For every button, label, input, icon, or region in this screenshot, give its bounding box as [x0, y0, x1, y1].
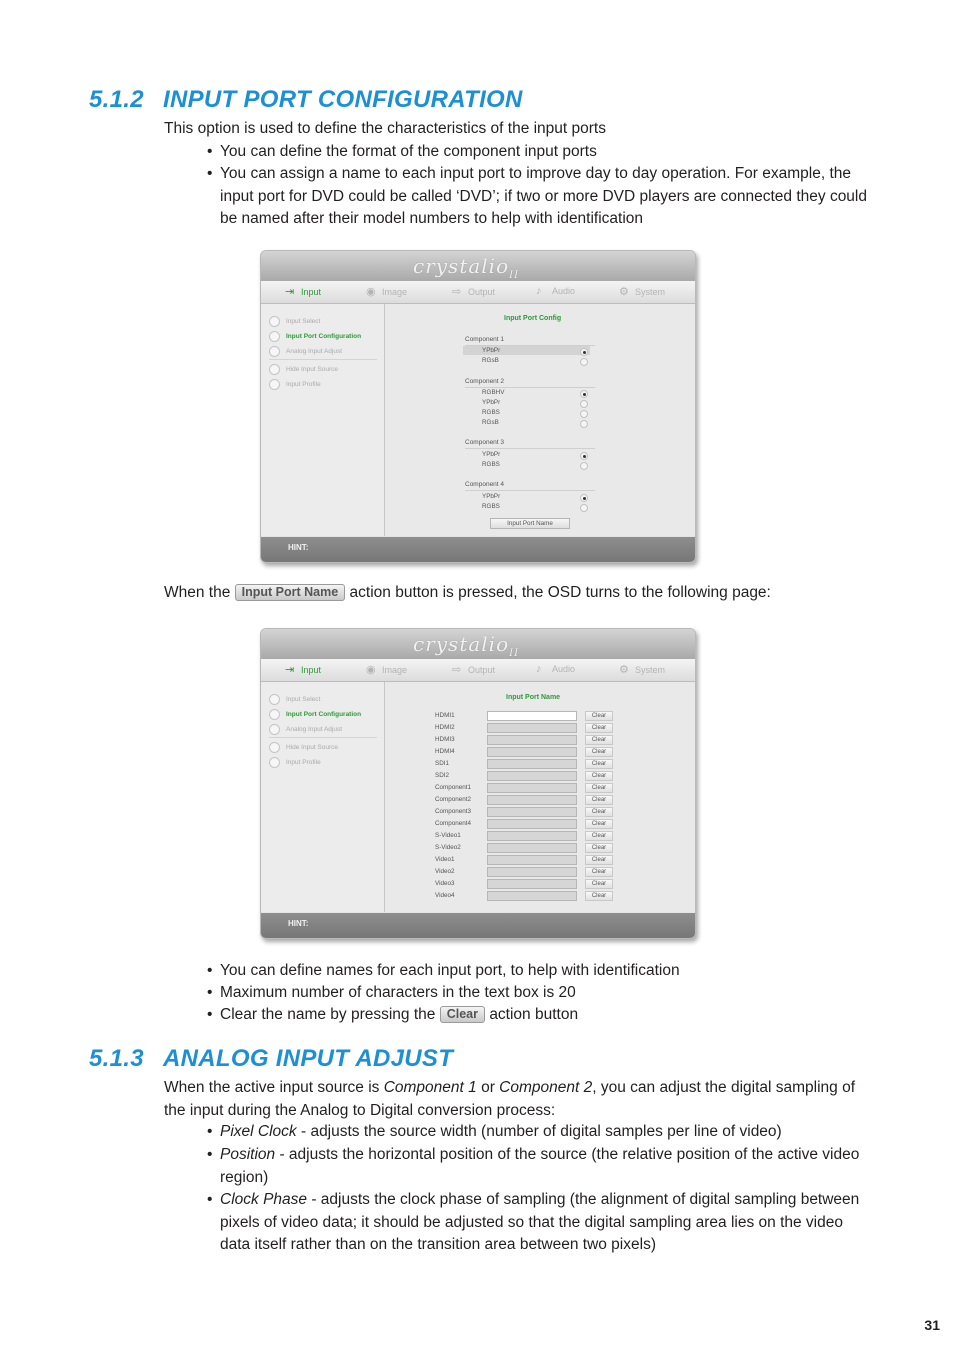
osd-tab-bar: [261, 281, 695, 304]
speaker-icon: ♪: [536, 285, 542, 297]
port-name-input[interactable]: [487, 819, 577, 829]
input-port-name-button-image: Input Port Name: [235, 584, 346, 601]
gear-icon: ⚙: [619, 286, 629, 298]
clear-button[interactable]: Clear: [585, 735, 613, 745]
port-name-input[interactable]: [487, 771, 577, 781]
radio-option[interactable]: [580, 420, 588, 428]
osd-hint-bar: HINT:: [261, 537, 695, 562]
eye-icon: ◉: [366, 664, 376, 676]
sidebar-item-hide-input-source[interactable]: Hide Input Source: [269, 742, 338, 753]
osd-header: [261, 629, 695, 659]
option-label: RGBS: [482, 461, 500, 468]
page-number: 31: [924, 1317, 940, 1333]
tab-audio[interactable]: ♪ Audio: [536, 663, 576, 675]
port-name-row: HDMI2 Clear: [435, 723, 615, 733]
tab-image[interactable]: ◉ Image: [366, 286, 408, 298]
bullet-item: • You can define the format of the component input ports: [207, 143, 597, 160]
tab-system[interactable]: ⚙ System: [619, 664, 666, 676]
section-number: 5.1.2: [89, 86, 144, 113]
section-number: 5.1.3: [89, 1045, 144, 1072]
clear-button[interactable]: Clear: [585, 843, 613, 853]
section-heading-analog-input-adjust: [89, 1045, 453, 1073]
section-title: ANALOG INPUT ADJUST: [163, 1045, 454, 1072]
clear-button[interactable]: Clear: [585, 747, 613, 757]
port-name-row: Component4 Clear: [435, 819, 615, 829]
port-name-input[interactable]: [487, 735, 577, 745]
gear-icon: ⚙: [619, 664, 629, 676]
group-label: Component 1: [465, 336, 505, 343]
tab-output[interactable]: ⇨ Output: [452, 664, 496, 676]
clear-button[interactable]: Clear: [585, 795, 613, 805]
option-label: YPbPr: [482, 347, 501, 354]
option-label: YPbPr: [482, 399, 501, 406]
sidebar-item-analog-input-adjust[interactable]: Analog Input Adjust: [269, 724, 342, 735]
port-name-input[interactable]: [487, 831, 577, 841]
clear-button[interactable]: Clear: [585, 879, 613, 889]
option-label: RGBHV: [482, 389, 505, 396]
option-label: YPbPr: [482, 493, 501, 500]
osd-tab-bar: [261, 659, 695, 682]
port-name-row: SDI1 Clear: [435, 759, 615, 769]
sidebar-item-input-profile[interactable]: Input Profile: [269, 379, 321, 390]
port-name-input[interactable]: [487, 855, 577, 865]
input-arrow-icon: ⇥: [285, 286, 295, 298]
clear-button[interactable]: Clear: [585, 831, 613, 841]
osd-header: [261, 251, 695, 281]
clear-button[interactable]: Clear: [585, 867, 613, 877]
port-name-input[interactable]: [487, 759, 577, 769]
port-name-row: S-Video1 Clear: [435, 831, 615, 841]
radio-option[interactable]: [580, 504, 588, 512]
panel-title: Input Port Config: [504, 315, 562, 322]
port-name-row: Video4 Clear: [435, 891, 615, 901]
speaker-icon: ♪: [536, 663, 542, 675]
option-label: RGsB: [482, 419, 499, 426]
port-name-row: Video2 Clear: [435, 867, 615, 877]
output-arrow-icon: ⇨: [452, 286, 462, 298]
port-name-input[interactable]: [487, 891, 577, 901]
port-name-input[interactable]: [487, 747, 577, 757]
radio-option[interactable]: [580, 410, 588, 418]
eye-icon: ◉: [366, 286, 376, 298]
group-label: Component 3: [465, 439, 505, 446]
crystalio-logo: crystalio$_{II}$: [413, 254, 520, 281]
port-name-row: HDMI1 Clear: [435, 711, 615, 721]
clear-button-image: Clear: [440, 1006, 485, 1023]
clear-button[interactable]: Clear: [585, 759, 613, 769]
sidebar-item-input-port-configuration[interactable]: Input Port Configuration: [269, 709, 361, 720]
radio-option[interactable]: [580, 400, 588, 408]
tab-system[interactable]: ⚙ System: [619, 286, 666, 298]
port-name-input[interactable]: [487, 795, 577, 805]
output-arrow-icon: ⇨: [452, 664, 462, 676]
clear-button[interactable]: Clear: [585, 807, 613, 817]
tab-input[interactable]: ⇥ Input: [285, 664, 322, 676]
sidebar-item-input-profile[interactable]: Input Profile: [269, 757, 321, 768]
option-label: YPbPr: [482, 451, 501, 458]
port-name-row: Component2 Clear: [435, 795, 615, 805]
port-name-row: HDMI3 Clear: [435, 735, 615, 745]
bullet-item: • You can define names for each input port, to help with identification: [207, 962, 680, 979]
sidebar-item-input-select[interactable]: Input Select: [269, 316, 320, 327]
radio-option[interactable]: [580, 348, 588, 356]
bullet-item: • Pixel Clock - adjusts the source width (number of digital samples per line of video): [207, 1123, 782, 1140]
option-label: RGBS: [482, 409, 500, 416]
port-name-input[interactable]: [487, 723, 577, 733]
osd-sidebar: [261, 304, 385, 536]
port-name-input[interactable]: [487, 867, 577, 877]
sidebar-item-input-select[interactable]: Input Select: [269, 694, 320, 705]
group-label: Component 2: [465, 378, 505, 385]
bullet-item: • Clock Phase - adjusts the clock phase of sampling (the alignment of digital sampling between pixels of video data; it should be adjusted so that the digital sampling area lies on the video data itself rather than on the transition area between two pixels): [207, 1191, 860, 1253]
port-name-row: SDI2 Clear: [435, 771, 615, 781]
clear-button[interactable]: Clear: [585, 855, 613, 865]
tab-output[interactable]: ⇨ Output: [452, 286, 496, 298]
action-paragraph: When the Input Port Name action button is pressed, the OSD turns to the following page:: [164, 584, 771, 601]
clear-button[interactable]: Clear: [585, 771, 613, 781]
radio-option[interactable]: [580, 390, 588, 398]
section-heading-input-port-configuration: [89, 86, 523, 114]
osd-main-panel: [385, 304, 695, 536]
option-label: RGsB: [482, 357, 499, 364]
radio-option[interactable]: [580, 452, 588, 460]
port-name-input[interactable]: [487, 783, 577, 793]
crystalio-logo: crystalio$_{II}$: [413, 632, 520, 659]
port-name-input[interactable]: [487, 879, 577, 889]
sidebar-item-analog-input-adjust[interactable]: Analog Input Adjust: [269, 346, 342, 357]
port-name-row: Component1 Clear: [435, 783, 615, 793]
bullet-item: • Clear the name by pressing the Clear action button: [207, 1006, 579, 1023]
bullet-item: • Position - adjusts the horizontal position of the source (the relative position of the active video region): [207, 1146, 860, 1186]
osd-hint-bar: HINT:: [261, 913, 695, 938]
radio-option[interactable]: [580, 462, 588, 470]
port-name-input[interactable]: [487, 807, 577, 817]
osd-sidebar: [261, 682, 385, 912]
tab-audio[interactable]: ♪ Audio: [536, 285, 576, 297]
port-name-input[interactable]: [487, 711, 577, 721]
osd-screenshot-input-port-name: [260, 628, 696, 939]
panel-title: Input Port Name: [506, 694, 561, 701]
bullet-item: • Maximum number of characters in the text box is 20: [207, 984, 576, 1001]
port-name-input[interactable]: [487, 843, 577, 853]
port-name-row: Component3 Clear: [435, 807, 615, 817]
bullet-item: • You can assign a name to each input port to improve day to day operation. For example, the input port for DVD could be called ‘DVD’; if two or more DVD players are connected they could be named after their model numbers to help with identification: [207, 165, 867, 227]
clear-button[interactable]: Clear: [585, 819, 613, 829]
clear-button[interactable]: Clear: [585, 891, 613, 901]
input-arrow-icon: ⇥: [285, 664, 295, 676]
radio-option[interactable]: [580, 494, 588, 502]
clear-button[interactable]: Clear: [585, 711, 613, 721]
radio-option[interactable]: [580, 358, 588, 366]
analog-intro-paragraph: When the active input source is Component 1 or Component 2, you can adjust the digital sampling of the input during the Analog to Digital conversion process:: [164, 1079, 856, 1119]
tab-input[interactable]: ⇥ Input: [285, 286, 322, 298]
clear-button[interactable]: Clear: [585, 783, 613, 793]
port-name-row: S-Video2 Clear: [435, 843, 615, 853]
port-name-row: Video3 Clear: [435, 879, 615, 889]
port-name-row: HDMI4 Clear: [435, 747, 615, 757]
tab-image[interactable]: ◉ Image: [366, 664, 408, 676]
group-label: Component 4: [465, 481, 505, 488]
section-title: INPUT PORT CONFIGURATION: [163, 86, 523, 113]
osd-screenshot-input-port-config: [260, 250, 696, 563]
sidebar-item-input-port-configuration[interactable]: Input Port Configuration: [269, 331, 361, 342]
intro-paragraph: This option is used to define the characteristics of the input ports: [164, 120, 606, 137]
option-label: RGBS: [482, 503, 500, 510]
port-name-row: Video1 Clear: [435, 855, 615, 865]
osd-main-panel: [385, 682, 695, 912]
sidebar-item-hide-input-source[interactable]: Hide Input Source: [269, 364, 338, 375]
clear-button[interactable]: Clear: [585, 723, 613, 733]
input-port-name-button[interactable]: Input Port Name: [490, 518, 570, 529]
